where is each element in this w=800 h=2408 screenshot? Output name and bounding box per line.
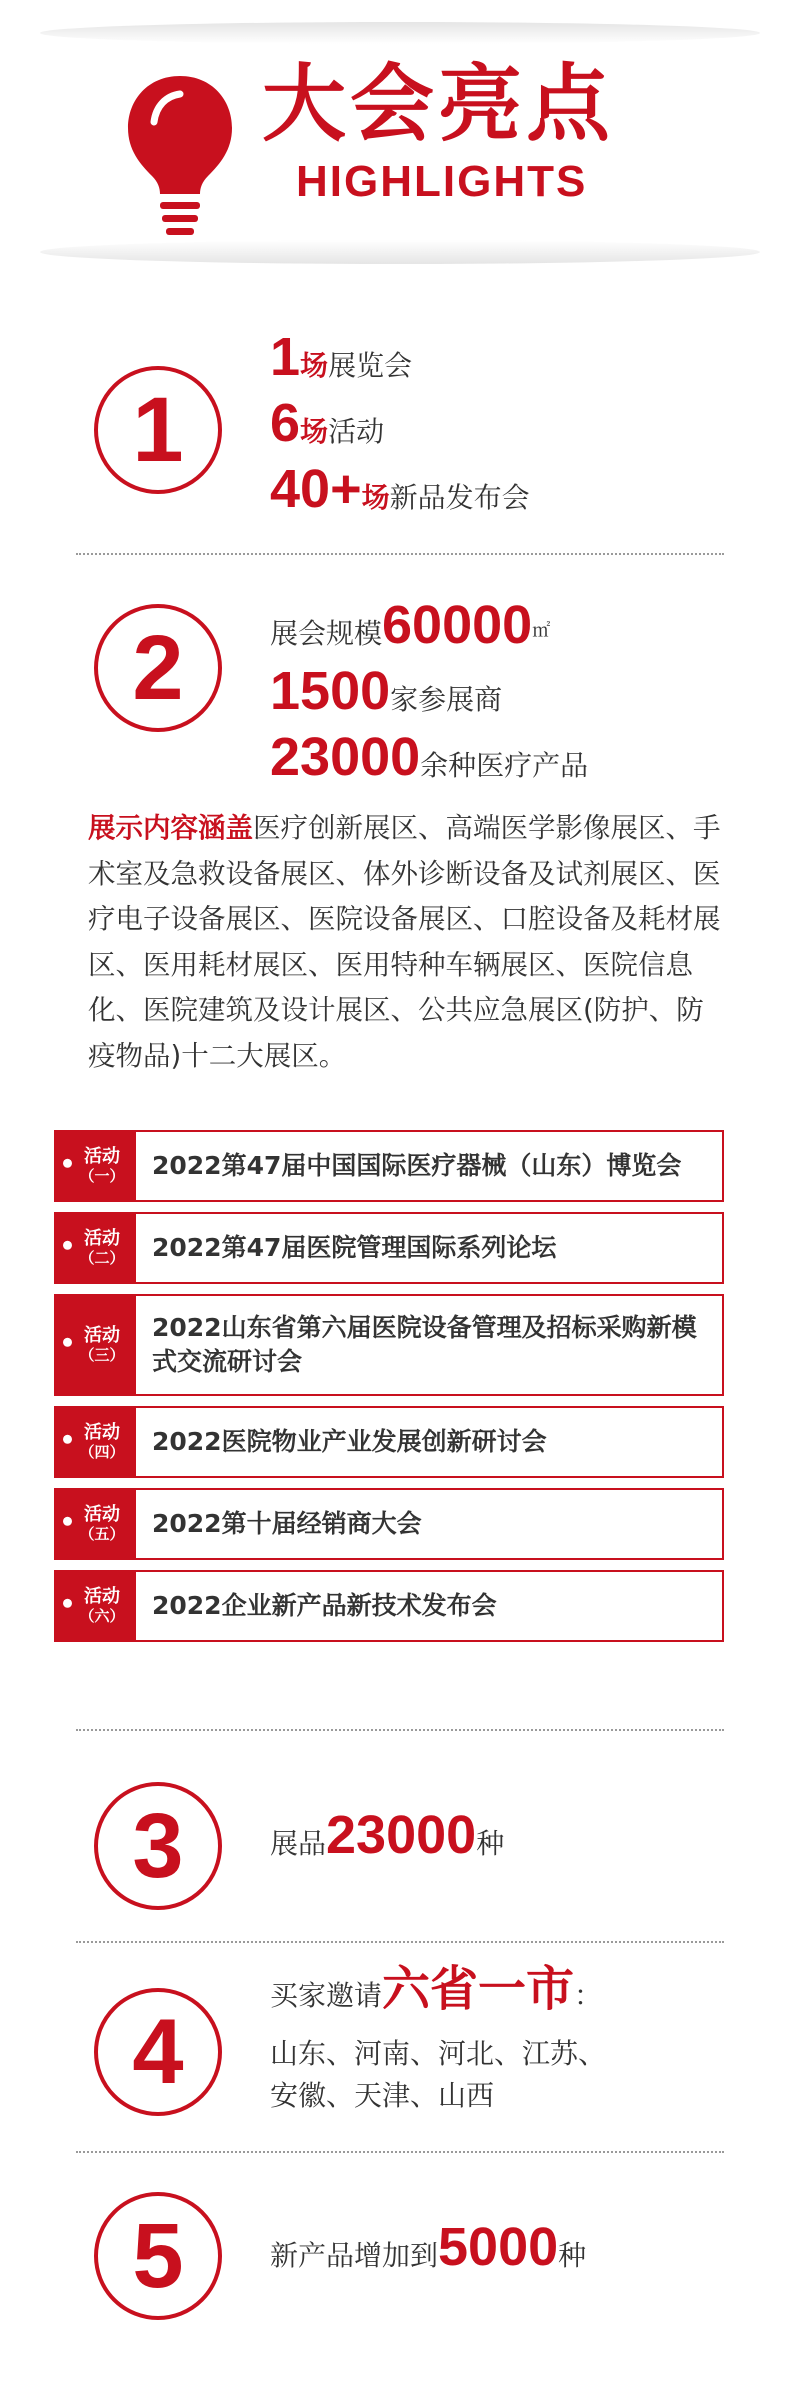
s2-line-3 — [270, 727, 589, 787]
divider-2 — [76, 1729, 724, 1731]
s1-line-1-big: 1 — [270, 327, 301, 387]
s1-line-1-text: 展览会 — [328, 349, 413, 382]
activity-row-6 — [54, 1570, 724, 1642]
s5-big: 5000 — [438, 2217, 559, 2277]
activity-tag-3: 活动 （三） — [56, 1296, 136, 1394]
activity-tag-5: 活动 （五） — [56, 1490, 136, 1558]
s3-big: 23000 — [326, 1805, 477, 1865]
section-2-number: 2 — [94, 604, 222, 732]
header-title-en: HIGHLIGHTS — [296, 157, 588, 206]
s2-line-2-text: 家参展商 — [390, 683, 503, 716]
section-4-number: 4 — [94, 1988, 222, 2116]
s2-line-1-prefix: 展会规模 — [270, 617, 383, 650]
lightbulb-icon — [120, 70, 240, 240]
divider-3 — [76, 1941, 724, 1943]
s2-line-1-unit: ㎡ — [532, 620, 551, 642]
s5-suffix: 种 — [558, 2239, 587, 2272]
s1-line-3-unit: 场 — [361, 481, 390, 514]
s2-line-3-big: 23000 — [270, 727, 421, 787]
para-text: 医疗创新展区、高端医学影像展区、手术室及急救设备展区、体外诊断设备及试剂展区、医疗电子设备展区、医院设备展区、口腔设备及耗材展区、医用耗材展区、医用特种车辆展区、医院信息化、医院建筑及设计展区、公共应急展区(防护、防疫物品)十二大展区。 — [88, 812, 721, 1072]
s1-line-1-unit: 场 — [300, 349, 329, 382]
s1-line-2 — [270, 393, 385, 453]
s3-prefix: 展品 — [270, 1827, 327, 1860]
activity-title-4: 2022医院物业产业发展创新研讨会 — [152, 1427, 547, 1456]
divider-4 — [76, 2151, 724, 2153]
header-title-cn: 大会亮点 — [262, 55, 615, 153]
s3-suffix: 种 — [476, 1827, 505, 1860]
activity-row-1 — [54, 1130, 724, 1202]
activity-title-3: 2022山东省第六届医院设备管理及招标采购新模式交流研讨会 — [152, 1313, 697, 1376]
s1-line-3 — [270, 459, 530, 519]
divider-1 — [76, 553, 724, 555]
s3-line — [270, 1805, 505, 1865]
s2-line-1-big: 60000 — [382, 595, 533, 655]
header-bottom-shadow — [40, 240, 760, 264]
s1-line-3-big: 40+ — [270, 459, 362, 519]
header-top-shadow — [40, 22, 760, 44]
s4-line-2: 山东、河南、河北、江苏、 — [270, 2037, 607, 2070]
activity-title-1: 2022第47届中国国际医疗器械（山东）博览会 — [152, 1151, 682, 1180]
activity-tag-6: 活动 （六） — [56, 1572, 136, 1640]
activity-row-2 — [54, 1212, 724, 1284]
activity-title-2: 2022第47届医院管理国际系列论坛 — [152, 1233, 557, 1262]
s4-line-1 — [270, 1963, 603, 2016]
section-1-number: 1 — [94, 366, 222, 494]
activity-row-3 — [54, 1294, 724, 1396]
s5-line — [270, 2217, 587, 2277]
s2-line-2-big: 1500 — [270, 661, 391, 721]
s1-line-1 — [270, 327, 413, 387]
s1-line-2-text: 活动 — [328, 415, 385, 448]
s2-line-3-text: 余种医疗产品 — [420, 749, 589, 782]
s1-line-3-text: 新品发布会 — [389, 481, 530, 514]
activity-row-5 — [54, 1488, 724, 1560]
s5-prefix: 新产品增加到 — [270, 2239, 439, 2272]
activity-title-6: 2022企业新产品新技术发布会 — [152, 1591, 497, 1620]
section-5-number: 5 — [94, 2192, 222, 2320]
para-lead: 展示内容涵盖 — [88, 812, 253, 844]
exhibit-areas-paragraph — [88, 806, 724, 1079]
activity-row-4 — [54, 1406, 724, 1478]
activity-tag-2: 活动 （二） — [56, 1214, 136, 1282]
s1-line-2-big: 6 — [270, 393, 301, 453]
s4-colon: ： — [574, 1979, 603, 2012]
activity-title-5: 2022第十届经销商大会 — [152, 1509, 422, 1538]
s4-prefix: 买家邀请 — [270, 1979, 383, 2012]
s4-big: 六省一市 — [382, 1963, 575, 2016]
s2-line-1 — [270, 595, 551, 655]
activity-tag-1: 活动 （一） — [56, 1132, 136, 1200]
s4-line-3: 安徽、天津、山西 — [270, 2079, 495, 2112]
s2-line-2 — [270, 661, 503, 721]
s1-line-2-unit: 场 — [300, 415, 329, 448]
section-3-number: 3 — [94, 1782, 222, 1910]
activity-tag-4: 活动 （四） — [56, 1408, 136, 1476]
